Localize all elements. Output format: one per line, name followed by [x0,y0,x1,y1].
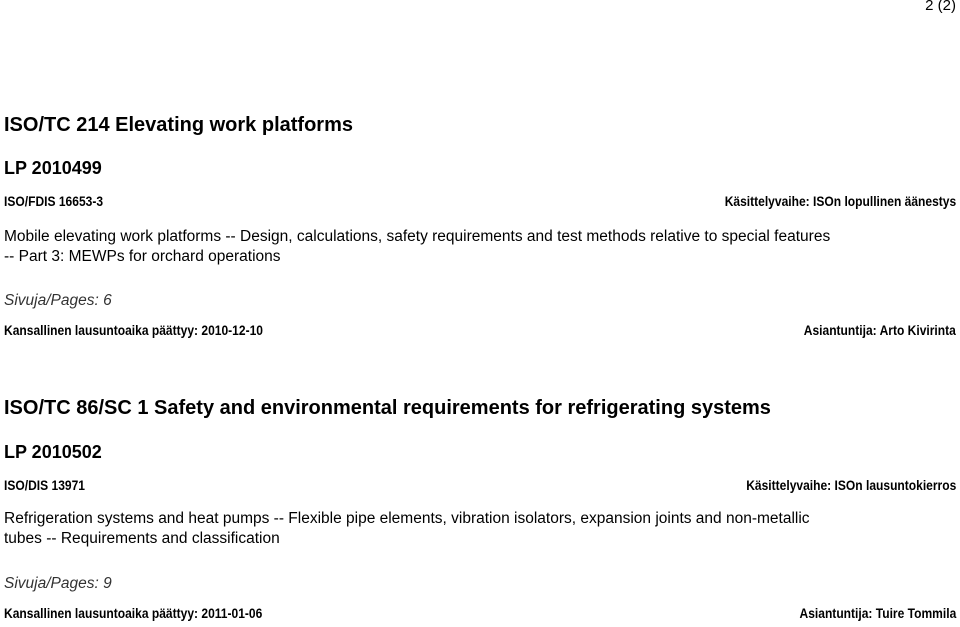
expert: Asiantuntija: Arto Kivirinta [803,322,956,338]
committee-title: ISO/TC 86/SC 1 Safety and environmental requirements for refrigerating systems [4,397,771,419]
processing-stage: Käsittelyvaihe: ISOn lausuntokierros [745,477,956,493]
lp-number: LP 2010499 [4,158,102,178]
expert: Asiantuntija: Tuire Tommila [799,605,956,621]
lp-number: LP 2010502 [4,442,102,462]
standard-id: ISO/FDIS 16653-3 [4,193,104,209]
description-line: tubes -- Requirements and classification [4,530,280,547]
standard-id: ISO/DIS 13971 [4,477,85,493]
description [4,509,956,549]
description-line: -- Part 3: MEWPs for orchard operations [4,248,281,265]
description-line: Refrigeration systems and heat pumps -- Flexible pipe elements, vibration isolators, expansion joints and non-metallic [4,510,810,527]
page-count: Sivuja/Pages: 9 [4,575,112,592]
committee-title: ISO/TC 214 Elevating work platforms [4,114,353,136]
processing-stage: Käsittelyvaihe: ISOn lopullinen äänestys [724,193,956,209]
page-count: Sivuja/Pages: 6 [4,292,112,309]
comment-deadline: Kansallinen lausuntoaika päättyy: 2010-12-10 [4,322,263,338]
comment-deadline: Kansallinen lausuntoaika päättyy: 2011-01-06 [4,605,263,621]
description [4,227,956,267]
page-number: 2 (2) [925,0,956,14]
description-line: Mobile elevating work platforms -- Design, calculations, safety requirements and test methods relative to special features [4,228,831,245]
